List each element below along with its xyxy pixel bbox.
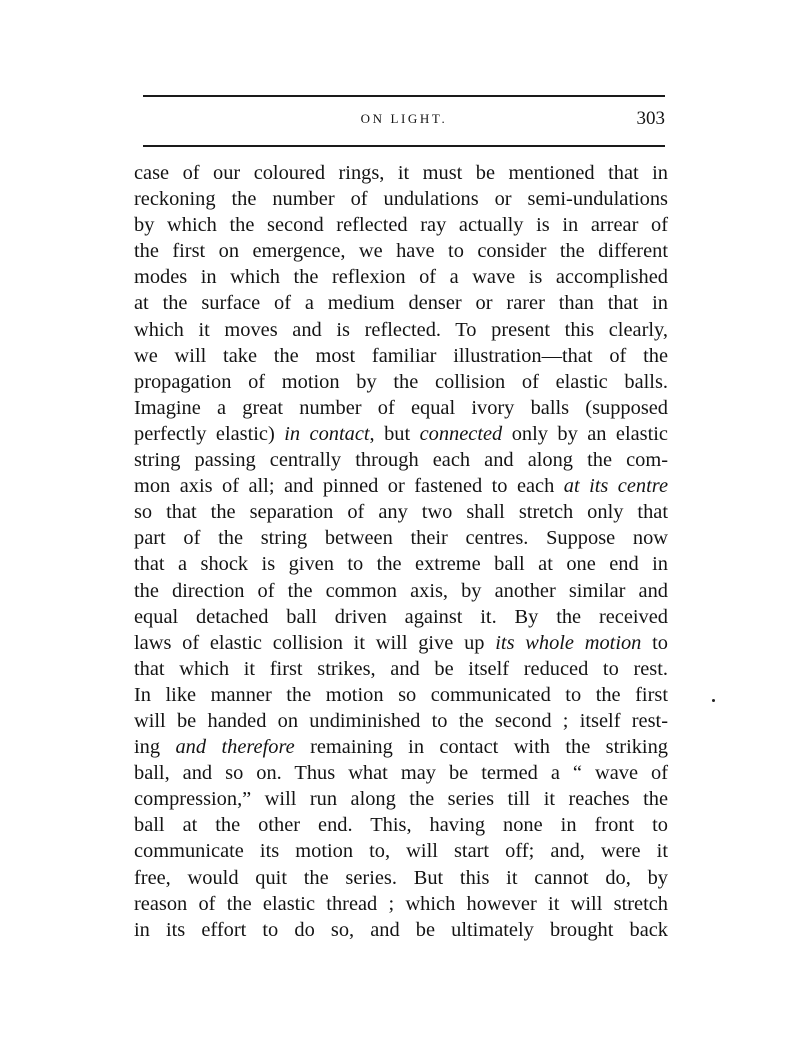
text-run: only by an elastic (502, 422, 668, 445)
text-line (134, 473, 668, 499)
text-run: modes in which the reflexion of a wave is accomplished (134, 266, 668, 289)
text-line (134, 656, 668, 682)
italic-phrase: at its centre (563, 475, 668, 498)
text-line (134, 551, 668, 577)
text-run: laws of elastic collision it will give up (134, 631, 496, 654)
text-run: In like manner the motion so communicated to the first (134, 683, 668, 706)
text-run: reckoning the number of undulations or semi-undulations (134, 188, 668, 211)
text-line (134, 447, 668, 473)
text-run: case of our coloured rings, it must be mentioned that in (134, 162, 668, 184)
text-line (134, 630, 668, 656)
italic-phrase: in contact (284, 422, 370, 445)
text-run: at the surface of a medium denser or rarer than that in (134, 292, 668, 315)
text-line (134, 604, 668, 630)
page-number: 303 (636, 108, 665, 129)
text-run: which it moves and is reflected. To present this clearly, (134, 318, 668, 341)
text-line (134, 708, 668, 734)
text-line (134, 264, 668, 290)
text-run: reason of the elastic thread ; which however it will stretch (134, 892, 668, 915)
text-run: Imagine a great number of equal ivory balls (supposed (134, 396, 668, 419)
header-rule-top (143, 95, 665, 97)
text-run: free, would quit the series. But this it cannot do, by (134, 866, 668, 889)
text-run: ball, and so on. Thus what may be termed a “ wave of (134, 762, 668, 785)
text-run: communicate its motion to, will start off; and, were it (134, 840, 668, 863)
running-title: ON LIGHT. (360, 111, 448, 126)
text-line (134, 578, 668, 604)
text-line (134, 395, 668, 421)
text-run: will be handed on undiminished to the second ; itself rest- (134, 709, 668, 732)
text-run: in its effort to do so, and be ultimately brought back (134, 918, 668, 941)
text-line (134, 786, 668, 812)
text-run: string passing centrally through each and along the com- (134, 449, 668, 472)
italic-phrase: its whole motion (495, 631, 642, 654)
running-head (143, 110, 665, 134)
text-run: so that the separation of any two shall stretch only that (134, 501, 668, 524)
text-run: ball at the other end. This, having none in front to (134, 814, 668, 837)
italic-phrase: and therefore (175, 736, 295, 759)
text-run: the direction of the common axis, by another similar and (134, 579, 668, 602)
body-text (134, 160, 668, 943)
text-run: ing (134, 736, 176, 759)
text-line (134, 212, 668, 238)
text-line (134, 238, 668, 264)
text-line (134, 369, 668, 395)
text-line (134, 838, 668, 864)
text-run: that a shock is given to the extreme ball at one end in (134, 553, 668, 576)
text-run: to (641, 631, 668, 654)
text-line (134, 891, 668, 917)
text-run: that which it first strikes, and be itself reduced to rest. (134, 657, 668, 680)
text-line (134, 760, 668, 786)
text-run: mon axis of all; and pinned or fastened to each (134, 475, 564, 498)
text-run: by which the second reflected ray actually is in arrear of (134, 214, 668, 237)
text-line (134, 812, 668, 838)
text-run: we will take the most familiar illustration—that of the (134, 344, 668, 367)
header-rule-bottom (143, 145, 665, 147)
text-line (134, 186, 668, 212)
italic-phrase: connected (419, 422, 503, 445)
text-line (134, 343, 668, 369)
text-run: , but (369, 422, 420, 445)
text-run: compression,” will run along the series till it reaches the (134, 788, 668, 811)
text-line (134, 290, 668, 316)
text-run: part of the string between their centres. Suppose now (134, 527, 668, 550)
text-run: perfectly elastic) (134, 422, 285, 445)
text-line (134, 682, 668, 708)
text-run: equal detached ball driven against it. By the received (134, 605, 668, 628)
text-line (134, 734, 668, 760)
text-run: the first on emergence, we have to consider the different (134, 240, 668, 263)
text-line (134, 317, 668, 343)
text-line (134, 917, 668, 943)
text-line (134, 421, 668, 447)
text-run: propagation of motion by the collision of elastic balls. (134, 370, 668, 393)
margin-speck (712, 699, 715, 702)
text-run: remaining in contact with the striking (294, 736, 668, 759)
text-line (134, 499, 668, 525)
text-line (134, 160, 668, 186)
text-line (134, 525, 668, 551)
text-line (134, 865, 668, 891)
